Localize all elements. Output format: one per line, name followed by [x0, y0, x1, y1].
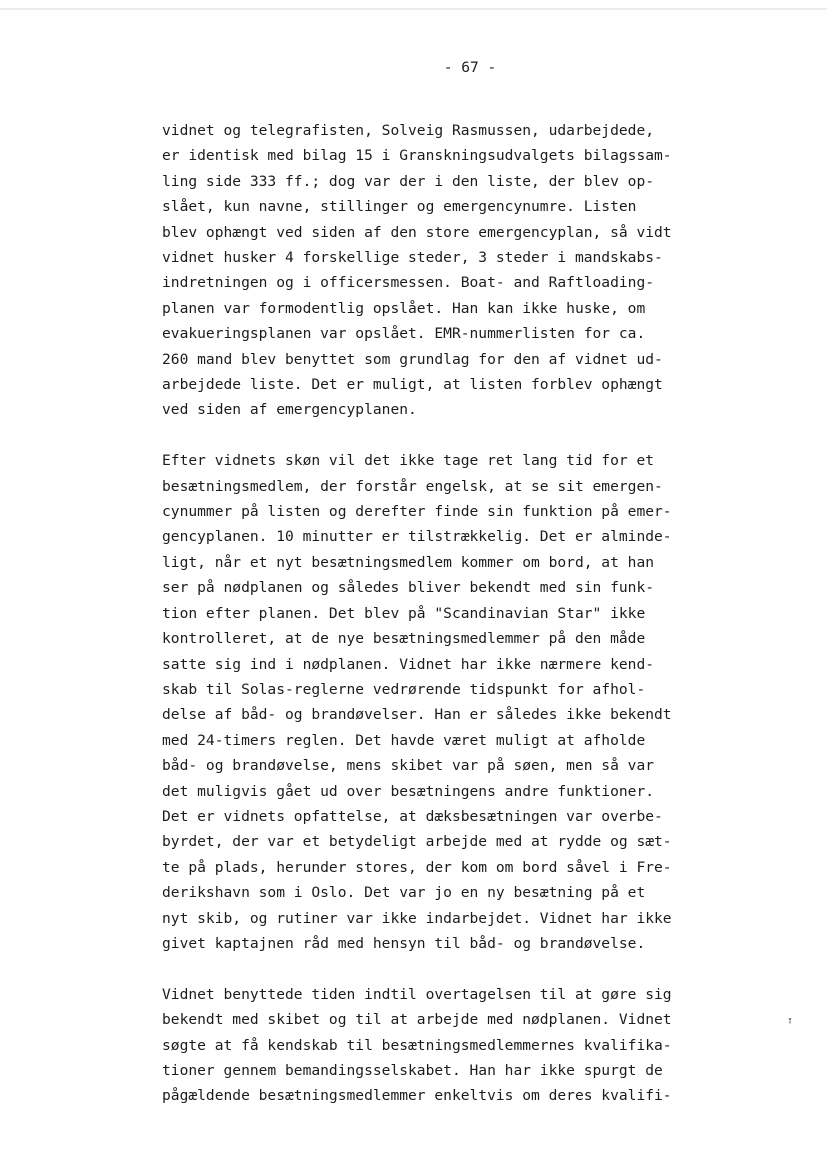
text-line: Det er vidnets opfattelse, at dæksbesætningen var overbe-	[162, 807, 663, 825]
text-line: te på plads, herunder stores, der kom om bord såvel i Fre-	[162, 858, 672, 876]
text-line: ved siden af emergencyplanen.	[162, 401, 417, 419]
text-line: Vidnet benyttede tiden indtil overtagelsen til at gøre sig	[162, 985, 672, 1003]
text-line: satte sig ind i nødplanen. Vidnet har ikke nærmere kend-	[162, 655, 655, 673]
text-line: planen var formodentlig opslået. Han kan ikke huske, om	[162, 299, 646, 317]
text-line: vidnet og telegrafisten, Solveig Rasmussen, udarbejdede,	[162, 122, 655, 139]
text-line: gencyplanen. 10 minutter er tilstrækkelig. Det er alminde-	[162, 528, 672, 546]
text-line: tioner gennem bemandingsselskabet. Han har ikke spurgt de	[162, 1062, 663, 1079]
text-line: slået, kun navne, stillinger og emergencynumre. Listen	[162, 198, 637, 216]
text-line: ligt, når et nyt besætningsmedlem kommer om bord, at han	[162, 553, 655, 571]
text-line: derikshavn som i Oslo. Det var jo en ny besætning på et	[162, 884, 646, 902]
text-line: besætningsmedlem, der forstår engelsk, at se sit emergen-	[162, 477, 663, 495]
text-line: evakueringsplanen var opslået. EMR-nummerlisten for ca.	[162, 325, 646, 343]
text-line: byrdet, der var et betydeligt arbejde med at rydde og sæt-	[162, 833, 672, 851]
scan-speck-mark	[788, 1018, 792, 1024]
text-line: skab til Solas-reglerne vedrørende tidspunkt for afhol-	[162, 680, 646, 698]
text-line: delse af båd- og brandøvelser. Han er således ikke bekendt	[162, 706, 672, 724]
scan-top-edge	[0, 8, 827, 10]
text-line: 260 mand blev benyttet som grundlag for den af vidnet ud-	[162, 350, 663, 368]
page-number: - 67 -	[443, 60, 497, 76]
body-text	[162, 118, 802, 1109]
text-line: søgte at få kendskab til besætningsmedlemmernes kvalifika-	[162, 1036, 672, 1054]
text-line: båd- og brandøvelse, mens skibet var på søen, men så var	[162, 757, 655, 775]
text-line: cynummer på listen og derefter finde sin funktion på emer-	[162, 503, 672, 521]
text-line: nyt skib, og rutiner var ikke indarbejdet. Vidnet har ikke	[162, 909, 672, 927]
text-line: ling side 333 ff.; dog var der i den liste, der blev op-	[162, 172, 655, 190]
text-line: givet kaptajnen råd med hensyn til båd- og brandøvelse.	[162, 934, 646, 952]
text-line: blev ophængt ved siden af den store emergencyplan, så vidt	[162, 223, 672, 241]
text-line: indretningen og i officersmessen. Boat- and Raftloading-	[162, 274, 655, 292]
text-line: det muligvis gået ud over besætningens andre funktioner.	[162, 782, 655, 800]
text-line: kontrolleret, at de nye besætningsmedlemmer på den måde	[162, 630, 646, 648]
paragraph-3	[162, 982, 802, 1109]
text-line: bekendt med skibet og til at arbejde med nødplanen. Vidnet	[162, 1011, 672, 1029]
text-line: vidnet husker 4 forskellige steder, 3 steder i mandskabs-	[162, 249, 663, 267]
text-line: arbejdede liste. Det er muligt, at listen forblev ophængt	[162, 376, 663, 394]
text-line: Efter vidnets skøn vil det ikke tage ret lang tid for et	[162, 452, 655, 470]
text-line: pågældende besætningsmedlemmer enkeltvis om deres kvalifi-	[162, 1087, 672, 1105]
text-line: tion efter planen. Det blev på "Scandinavian Star" ikke	[162, 604, 646, 622]
paragraph-1	[162, 118, 802, 423]
text-line: er identisk med bilag 15 i Granskningsudvalgets bilagssam-	[162, 147, 672, 165]
text-line: med 24-timers reglen. Det havde været muligt at afholde	[162, 731, 646, 749]
paragraph-2	[162, 448, 802, 956]
text-line: ser på nødplanen og således bliver bekendt med sin funk-	[162, 579, 655, 597]
